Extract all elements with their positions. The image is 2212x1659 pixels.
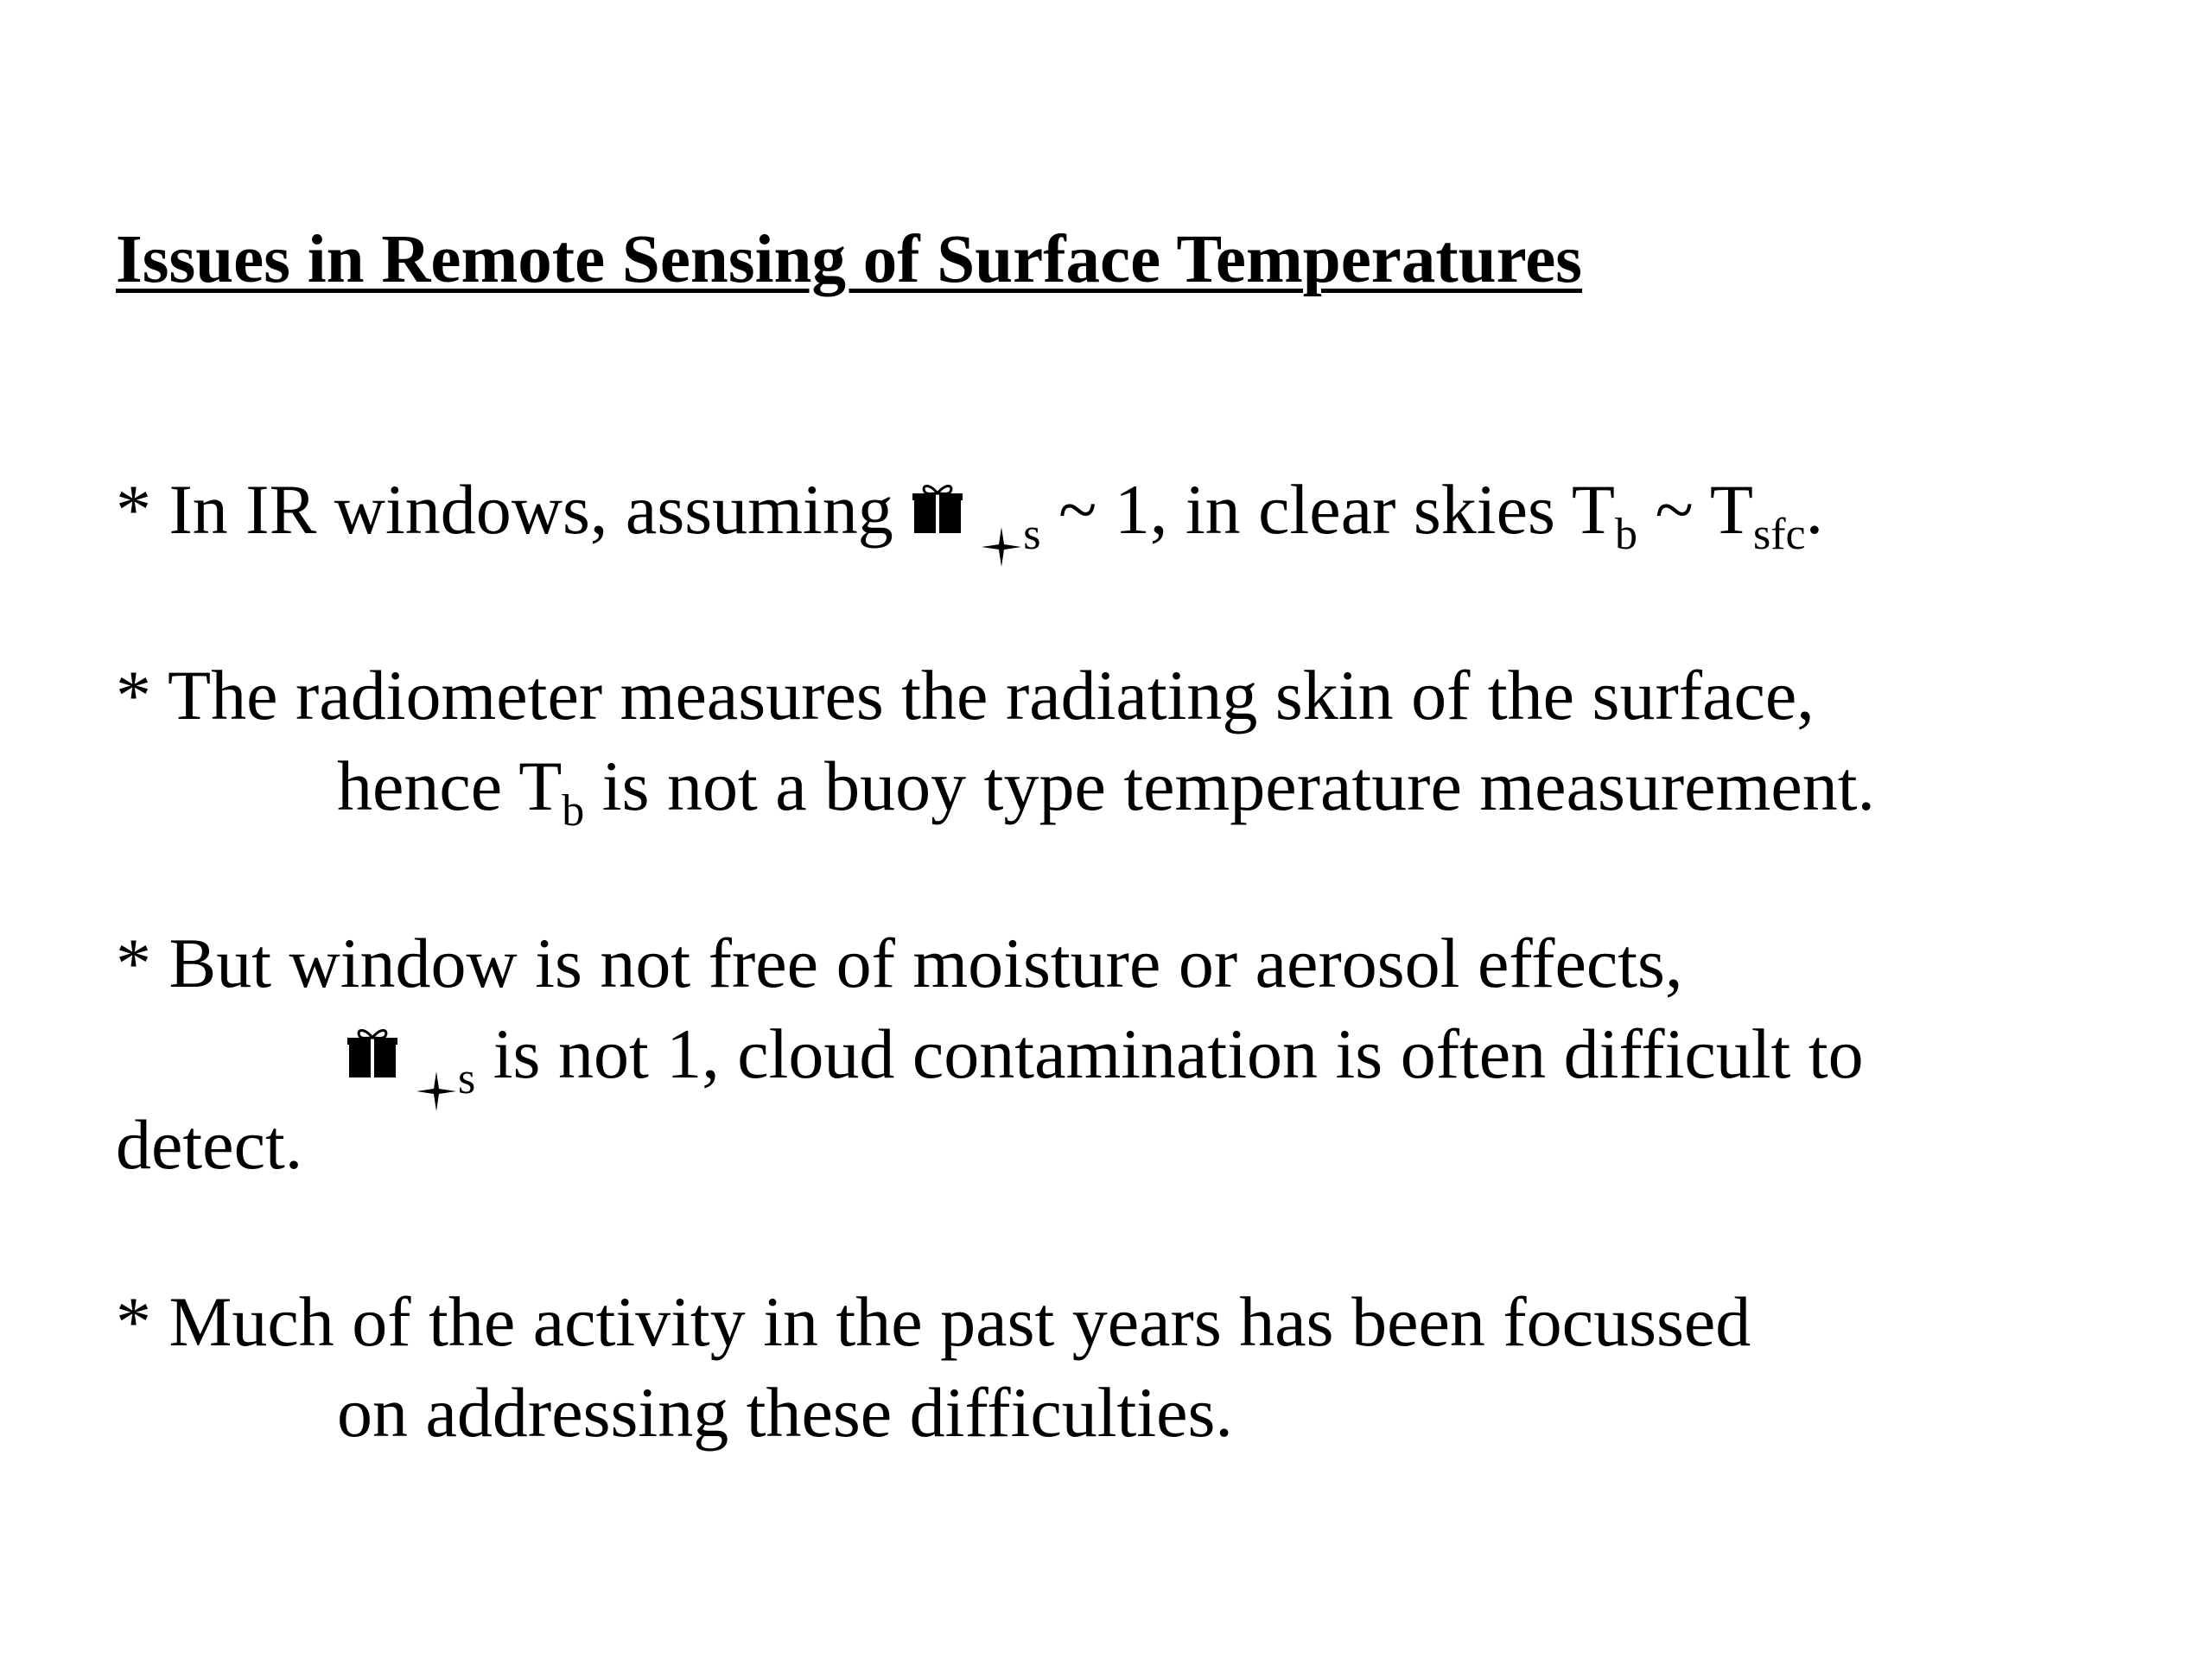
tb-subscript: b <box>562 786 585 836</box>
slide-title: Issues in Remote Sensing of Surface Temperatures <box>116 222 1583 297</box>
bullet-3-line-2 <box>346 1015 1864 1113</box>
bullet-4-line-1 <box>116 1283 1751 1361</box>
tb-subscript: b <box>1615 510 1637 560</box>
bullet-marker: * <box>116 1282 151 1361</box>
tsfc-subscript: sfc <box>1752 510 1806 560</box>
bullet-2-line-1 <box>116 657 1815 734</box>
bullet-4-line-2 <box>337 1374 1233 1452</box>
bullet-4-text-2: on addressing these difficulties. <box>337 1373 1233 1452</box>
emissivity-subscript: s <box>458 1054 476 1104</box>
bullet-1-text-end: . <box>1805 470 1824 549</box>
bullet-2-line-2 <box>337 747 1876 836</box>
bullet-1-text-pre: In IR windows, assuming <box>168 470 893 549</box>
bullet-marker: * <box>116 470 151 549</box>
emissivity-subscript: s <box>1023 510 1041 560</box>
bullet-marker: * <box>116 656 151 734</box>
gift-box-icon <box>346 1026 399 1079</box>
four-point-star-icon <box>415 1070 458 1113</box>
bullet-3-text-wrap: detect. <box>116 1105 303 1184</box>
bullet-3-line-1 <box>116 925 1682 1002</box>
bullet-2-text-post: is not a buoy type temperature measurement. <box>584 747 1876 825</box>
bullet-1-text-mid2: ~ T <box>1637 470 1753 549</box>
bullet-2-text: The radiometer measures the radiating skin of the surface, <box>168 656 1815 734</box>
bullet-1-text-mid: ~ 1, in clear skies T <box>1040 470 1615 549</box>
bullet-1-line-1 <box>116 471 1823 569</box>
bullet-4-text: Much of the activity in the past years has been focussed <box>168 1282 1751 1361</box>
bullet-marker: * <box>116 924 151 1002</box>
gift-box-icon <box>911 481 964 535</box>
bullet-3-line-3 <box>116 1106 302 1184</box>
bullet-3-text: But window is not free of moisture or aerosol effects, <box>168 924 1683 1002</box>
four-point-star-icon <box>980 525 1023 569</box>
bullet-3-text-post: is not 1, cloud contamination is often difficult to <box>475 1014 1864 1093</box>
bullet-2-text-pre: hence T <box>337 747 563 825</box>
